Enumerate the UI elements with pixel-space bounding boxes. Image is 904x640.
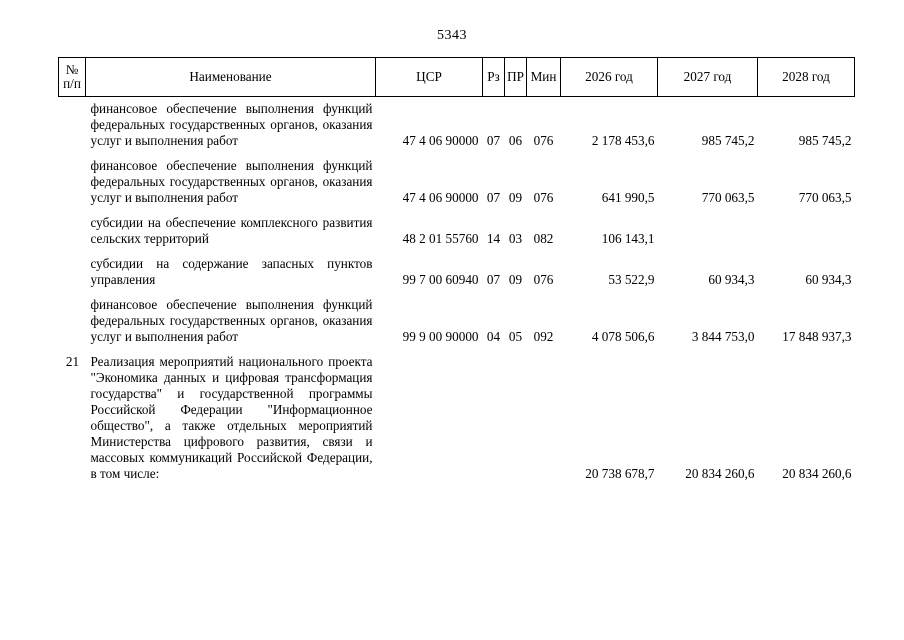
row-2026: 4 078 506,6 — [591, 329, 655, 344]
header-2027: 2027 год — [658, 58, 758, 97]
row-pr: 06 — [508, 133, 523, 148]
row-csr: 99 9 00 90000 — [402, 329, 479, 344]
row-rz: 04 — [486, 329, 501, 344]
row-2027: 985 745,2 — [701, 133, 755, 148]
row-name: субсидии на обеспечение комплексного развития сельских территорий — [90, 215, 373, 246]
row-csr: 48 2 01 55760 — [402, 231, 479, 246]
row-name: Реализация мероприятий национального проекта "Экономика данных и цифровая трансформация государства" и государственной программы Российской Федерации "Информационное общество", а также отдельных мероприятий Министерства цифрового развития, связи и массовых коммуникаций Российской Федерации, в том числе: — [90, 354, 373, 481]
row-2026: 2 178 453,6 — [591, 133, 655, 148]
header-2028: 2028 год — [758, 58, 855, 97]
row-2027: 3 844 753,0 — [691, 329, 755, 344]
table-row — [59, 97, 855, 150]
header-pr: ПР — [505, 58, 527, 97]
row-2027: 770 063,5 — [701, 190, 755, 205]
row-name: финансовое обеспечение выполнения функций федеральных государственных органов, оказания услуг и выполнения работ — [90, 158, 373, 205]
row-2028: 985 745,2 — [798, 133, 852, 148]
row-min — [527, 345, 561, 482]
row-pr — [505, 345, 527, 482]
row-pr: 09 — [508, 190, 523, 205]
row-pr: 03 — [508, 231, 523, 246]
row-2026: 641 990,5 — [601, 190, 655, 205]
header-name: Наименование — [86, 58, 376, 97]
row-2027: 20 834 260,6 — [685, 466, 755, 481]
table-header-row — [59, 58, 855, 97]
row-min: 076 — [533, 190, 554, 205]
row-rz: 07 — [486, 190, 501, 205]
row-min: 076 — [533, 272, 554, 287]
budget-table — [58, 57, 855, 482]
row-num — [59, 149, 86, 206]
header-rz: Рз — [483, 58, 505, 97]
table-row — [59, 149, 855, 206]
row-csr — [376, 345, 483, 482]
row-2026: 20 738 678,7 — [585, 466, 655, 481]
table-row — [59, 206, 855, 247]
row-num — [59, 288, 86, 345]
row-rz: 07 — [486, 133, 501, 148]
row-2028: 60 934,3 — [805, 272, 852, 287]
row-2026: 106 143,1 — [601, 231, 655, 246]
row-num — [59, 97, 86, 150]
row-pr: 09 — [508, 272, 523, 287]
row-num — [59, 247, 86, 288]
row-rz: 07 — [486, 272, 501, 287]
row-rz: 14 — [486, 231, 501, 246]
row-csr: 47 4 06 90000 — [402, 133, 479, 148]
row-rz — [483, 345, 505, 482]
row-2027: 60 934,3 — [708, 272, 755, 287]
table-row — [59, 247, 855, 288]
row-2028 — [758, 206, 855, 247]
row-csr: 99 7 00 60940 — [402, 272, 479, 287]
row-min: 082 — [533, 231, 554, 246]
row-csr: 47 4 06 90000 — [402, 190, 479, 205]
row-min: 092 — [533, 329, 554, 344]
row-name: субсидии на содержание запасных пунктов управления — [90, 256, 373, 287]
row-name: финансовое обеспечение выполнения функций федеральных государственных органов, оказания услуг и выполнения работ — [90, 297, 373, 344]
row-num — [59, 206, 86, 247]
header-min: Мин — [527, 58, 561, 97]
table-row — [59, 345, 855, 482]
row-2028: 17 848 937,3 — [782, 329, 852, 344]
row-num: 21 — [65, 354, 80, 369]
row-pr: 05 — [508, 329, 523, 344]
row-name: финансовое обеспечение выполнения функций федеральных государственных органов, оказания услуг и выполнения работ — [90, 101, 373, 148]
row-2026: 53 522,9 — [608, 272, 655, 287]
row-2028: 20 834 260,6 — [782, 466, 852, 481]
header-num: № п/п — [59, 58, 86, 97]
row-min: 076 — [533, 133, 554, 148]
header-2026: 2026 год — [561, 58, 658, 97]
header-csr: ЦСР — [376, 58, 483, 97]
row-2028: 770 063,5 — [798, 190, 852, 205]
table-row — [59, 288, 855, 345]
page-number: 5343 — [437, 28, 467, 43]
row-2027 — [658, 206, 758, 247]
